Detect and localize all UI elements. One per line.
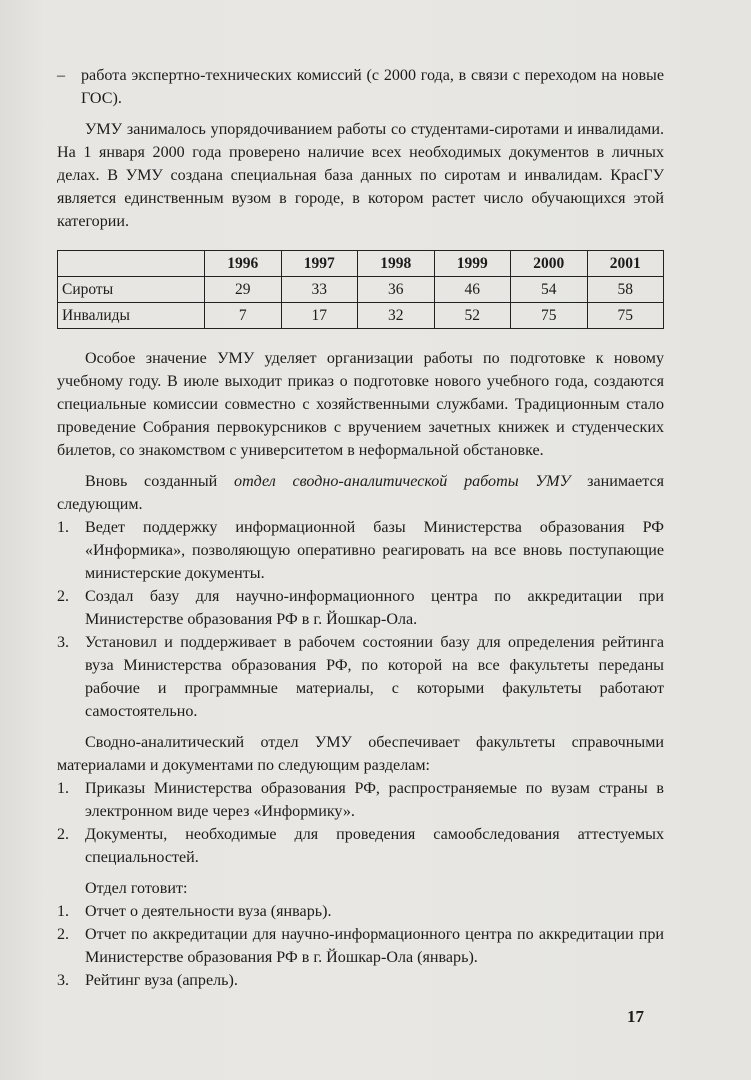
- dash-item-text: работа экспертно-технических комиссий (с 2000 года, в связи с переходом на новые ГОС).: [81, 67, 664, 107]
- page-number: 17: [627, 1007, 644, 1026]
- list-item: [57, 777, 664, 823]
- list-item: [57, 823, 664, 869]
- list-number: 1.: [57, 780, 70, 797]
- year-header: 1999: [434, 251, 511, 277]
- row-label: Инвалиды: [58, 303, 205, 329]
- row-label: Сироты: [58, 277, 205, 303]
- list-number: 2.: [57, 588, 70, 605]
- list-item-text: Создал базу для научно-информационного центра по аккредитации при Министерстве образования РФ в г. Йошкар-Ола.: [85, 588, 664, 628]
- table-cell: 52: [434, 303, 511, 329]
- paragraph-orphans: УМУ занималось упорядочиванием работы со студентами-сиротами и инвалидами. На 1 января 2000 года проверено наличие всех необходимых документов в личных делах. В УМУ создана специальная база данных по сиротам и инвалидам. КрасГУ является единственным вузом в городе, в котором растет число обучающихся этой категории.: [57, 121, 664, 230]
- list-number: 1.: [57, 519, 70, 536]
- table-row: [58, 303, 664, 329]
- table-cell: 32: [358, 303, 435, 329]
- list-item-text: Приказы Министерства образования РФ, распространяемые по вузам страны в электронном виде через «Информику».: [85, 780, 664, 820]
- page-body: [57, 64, 664, 992]
- list-item: [57, 516, 664, 585]
- paragraph-department-tail: занимается следующим.: [57, 473, 664, 513]
- list-number: 3.: [57, 972, 70, 989]
- table-cell: 54: [511, 277, 588, 303]
- table-row: [58, 277, 664, 303]
- table-cell: 7: [205, 303, 282, 329]
- year-header: 2000: [511, 251, 588, 277]
- paragraph-department-lead: Вновь созданный: [85, 473, 235, 490]
- table-corner-cell: [58, 251, 205, 277]
- paragraph-provides: Сводно-аналитический отдел УМУ обеспечивает факультеты справочными материалами и документами по следующим разделам:: [57, 734, 664, 774]
- year-header: 1996: [205, 251, 282, 277]
- list-item: [57, 585, 664, 631]
- year-header: 1998: [358, 251, 435, 277]
- year-header: 1997: [281, 251, 358, 277]
- table-cell: 46: [434, 277, 511, 303]
- dash-marker: –: [57, 67, 66, 84]
- prepares-label: Отдел готовит:: [85, 880, 188, 897]
- list-number: 2.: [57, 926, 70, 943]
- list-item-text: Установил и поддерживает в рабочем состоянии базу для определения рейтинга вуза Министерства образования РФ, по которой на все факультеты переданы рабочие и программные материалы, с которыми факультеты работают самостоятельно.: [85, 634, 664, 720]
- list-item-text: Отчет о деятельности вуза (январь).: [85, 903, 332, 920]
- list-item-text: Документы, необходимые для проведения самообследования аттестуемых специальностей.: [85, 826, 664, 866]
- table-cell: 29: [205, 277, 282, 303]
- paragraph-new-year: Особое значение УМУ уделяет организации работы по подготовке к новому учебному году. В июле выходит приказ о подготовке нового учебного года, создаются специальные комиссии совместно с хозяйственными службами. Традиционным стало проведение Собрания первокурсников с вручением зачетных книжек и студенческих билетов, со знакомством с университетом в неформальной обстановке.: [57, 350, 664, 459]
- list-number: 2.: [57, 826, 70, 843]
- department-name-italic: отдел сводно-аналитической работы УМУ: [234, 473, 571, 490]
- list-item-text: Отчет по аккредитации для научно-информационного центра по аккредитации при Министерстве образования РФ в г. Йошкар-Ола (январь).: [85, 926, 664, 966]
- list-item: [57, 969, 664, 992]
- statistics-table: [57, 250, 664, 329]
- table-cell: 58: [587, 277, 664, 303]
- table-header-row: [58, 251, 664, 277]
- table-cell: 75: [587, 303, 664, 329]
- table-cell: 33: [281, 277, 358, 303]
- year-header: 2001: [587, 251, 664, 277]
- list-item-text: Ведет поддержку информационной базы Министерства образования РФ «Информика», позволяющую оперативно реагировать на все вновь поступающие министерские документы.: [85, 519, 664, 582]
- paragraph-department: [57, 470, 664, 516]
- list-number: 1.: [57, 903, 70, 920]
- table-cell: 17: [281, 303, 358, 329]
- list-item: [57, 631, 664, 723]
- table-cell: 75: [511, 303, 588, 329]
- list-number: 3.: [57, 634, 70, 651]
- list-item-text: Рейтинг вуза (апрель).: [85, 972, 238, 989]
- list-item: [57, 923, 664, 969]
- table-cell: 36: [358, 277, 435, 303]
- list-item: [57, 900, 664, 923]
- dash-list-item: [57, 64, 664, 110]
